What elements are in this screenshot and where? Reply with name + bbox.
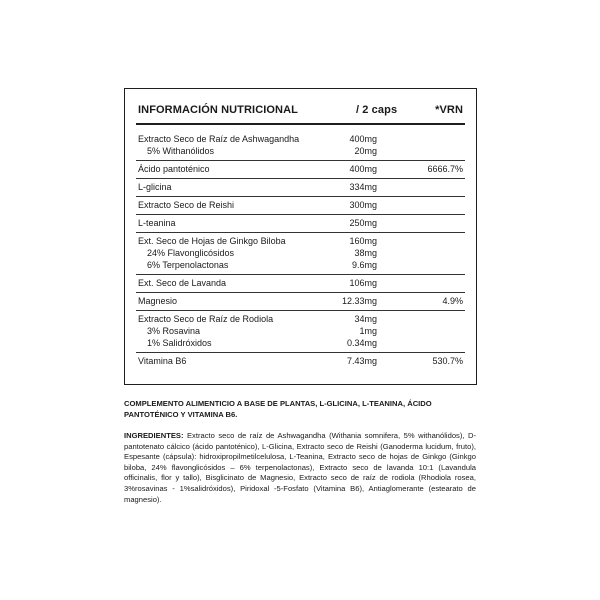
table-row bbox=[136, 277, 465, 289]
nutrient-vrn: 4.9% bbox=[442, 296, 463, 306]
nutrient-vrn: 530.7% bbox=[432, 356, 463, 366]
table-row bbox=[136, 133, 465, 145]
product-description: COMPLEMENTO ALIMENTICIO A BASE DE PLANTAS, L-GLICINA, L-TEANINA, ÁCIDO PANTOTÉNICO Y VITAMINA B6. bbox=[124, 399, 432, 419]
table-row bbox=[136, 217, 465, 229]
ingredients-label: INGREDIENTES: bbox=[124, 431, 184, 440]
table-row bbox=[136, 145, 465, 157]
nutrient-amount: 20mg bbox=[354, 146, 377, 156]
nutrient-amount: 400mg bbox=[349, 134, 377, 144]
table-row bbox=[136, 235, 465, 247]
table-row bbox=[136, 259, 465, 271]
table-row-group bbox=[136, 275, 465, 293]
nutrient-name: 5% Withanólidos bbox=[147, 146, 215, 156]
ingredients-paragraph bbox=[124, 431, 476, 505]
table-row bbox=[136, 163, 465, 175]
nutrient-name: Vitamina B6 bbox=[138, 356, 187, 366]
table-row bbox=[136, 355, 465, 367]
nutrient-name: Ácido pantoténico bbox=[138, 164, 210, 174]
nutrient-vrn: 6666.7% bbox=[427, 164, 463, 174]
table-body bbox=[136, 131, 465, 370]
table-row-group bbox=[136, 311, 465, 353]
nutrient-name: Magnesio bbox=[138, 296, 178, 306]
table-row bbox=[136, 325, 465, 337]
nutrient-name: Ext. Seco de Lavanda bbox=[138, 278, 227, 288]
nutrient-name: Extracto Seco de Raíz de Ashwagandha bbox=[138, 134, 300, 144]
table-row-group bbox=[136, 215, 465, 233]
nutrient-name: L-teanina bbox=[138, 218, 176, 228]
nutrient-amount: 9.6mg bbox=[351, 260, 377, 270]
nutrient-name: Extracto Seco de Reishi bbox=[138, 200, 235, 210]
vrn-column-header: *VRN bbox=[435, 104, 463, 116]
table-row bbox=[136, 181, 465, 193]
table-row-group bbox=[136, 161, 465, 179]
nutrient-name: Ext. Seco de Hojas de Ginkgo Biloba bbox=[138, 236, 286, 246]
table-row-group bbox=[136, 197, 465, 215]
nutrient-amount: 34mg bbox=[354, 314, 377, 324]
nutrient-name: L-glicina bbox=[138, 182, 172, 192]
nutrient-amount: 400mg bbox=[349, 164, 377, 174]
nutrient-amount: 0.34mg bbox=[346, 338, 377, 348]
table-row-group bbox=[136, 233, 465, 275]
nutrient-amount: 160mg bbox=[349, 236, 377, 246]
nutrient-amount: 1mg bbox=[359, 326, 377, 336]
table-row-group bbox=[136, 293, 465, 311]
table-row bbox=[136, 295, 465, 307]
nutrient-amount: 300mg bbox=[349, 200, 377, 210]
table-title: INFORMACIÓN NUTRICIONAL bbox=[138, 104, 298, 116]
table-row bbox=[136, 247, 465, 259]
ingredients-text: Extracto seco de raíz de Ashwagandha (Withania somnifera, 5% withanólidos), D-pantotenato cálcico (ácido pantoténico), L-Glicina, Extracto seco de Reishi (Ganoderma lucidum, fruto), Espesante (cápsula): hidroxipropilmetilcelulosa, L-Teanina, Extracto seco de hojas de Ginkgo (Ginkgo biloba, 24% flavonglicósidos – 6% terpenolactonas), Extracto seco de lavanda 10:1 (Lavandula officinalis, flor y tallo), Bisglicinato de Magnesio, Extracto seco de raíz de rodiola (Rhodiola rosea, 3%rosavinas - 1%salidróxidos), Piridoxal -5-Fosfato (Vitamina B6), Antiaglomerante (estearato de magnesio). bbox=[124, 431, 476, 504]
dose-column-header: / 2 caps bbox=[356, 104, 398, 116]
nutrient-name: 24% Flavonglicósidos bbox=[147, 248, 235, 258]
table-header bbox=[136, 99, 465, 125]
nutrient-amount: 334mg bbox=[349, 182, 377, 192]
nutrient-name: Extracto Seco de Raíz de Rodiola bbox=[138, 314, 274, 324]
table-row bbox=[136, 199, 465, 211]
nutrient-amount: 106mg bbox=[349, 278, 377, 288]
header-divider bbox=[136, 123, 465, 125]
nutrient-name: 1% Salidróxidos bbox=[147, 338, 212, 348]
table-row bbox=[136, 337, 465, 349]
table-row-group bbox=[136, 179, 465, 197]
nutrition-facts-table bbox=[124, 88, 477, 385]
table-row bbox=[136, 313, 465, 325]
nutrient-amount: 7.43mg bbox=[346, 356, 377, 366]
table-row-group bbox=[136, 353, 465, 370]
nutrient-amount: 38mg bbox=[354, 248, 377, 258]
table-row-group bbox=[136, 131, 465, 161]
nutrient-amount: 250mg bbox=[349, 218, 377, 228]
nutrient-amount: 12.33mg bbox=[341, 296, 377, 306]
nutrient-name: 6% Terpenolactonas bbox=[147, 260, 229, 270]
nutrient-name: 3% Rosavina bbox=[147, 326, 201, 336]
